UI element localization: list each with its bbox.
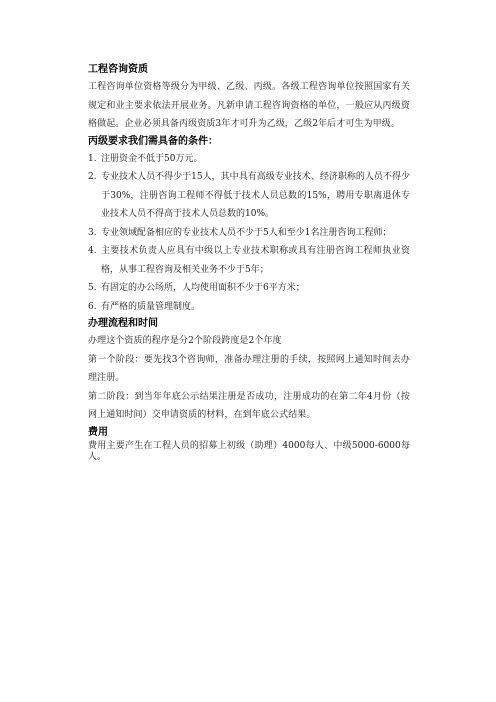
fees-paragraph: 费用主要产生在工程人员的招募上初级（助理）4000每人、中级5000-6000每人。	[88, 440, 410, 462]
section-title-fees: 费用	[88, 426, 108, 438]
list-item-text: 专业领域配备相应的专业技术人员不少于5人和至少1名注册咨询工程师；	[101, 227, 392, 238]
process-line-2: 第一个阶段：要先找3个咨询师，准备办理注册的手续，按照网上通知时间去办理注册。	[88, 354, 410, 383]
process-line-3: 第二阶段：到当年年底公示结果注册是否成功，注册成功的在第二年4月份（按网上通知时间）交申请资质的材料，在到年底公式结果。	[88, 391, 410, 420]
list-item	[88, 168, 410, 224]
list-item-text: 主要技术负责人应具有中级以上专业技术职称或具有注册咨询工程师执业资格，从事工程咨询及相关业务不少于5年；	[101, 246, 410, 275]
list-item	[88, 298, 410, 317]
list-item-text: 有严格的质量管理制度。	[101, 301, 201, 312]
qualification-paragraph: 工程咨询单位资格等级分为甲级、乙级、丙级。各级工程咨询单位按照国家有关规定和业主要求依法开展业务。凡新申请工程咨询资格的单位，一般应从丙级资格做起。企业必须具备丙级资质3年才可升为乙级，乙级2年后才可生为甲级。	[88, 82, 410, 129]
list-item-number: 5.	[88, 283, 97, 293]
requirements-title: 丙级要求我们需具备的条件：	[88, 135, 218, 147]
list-item	[88, 150, 410, 169]
list-item	[88, 279, 410, 298]
process-line-1: 办理这个资质的程序是分2个阶段跨度是2个年度	[88, 336, 282, 346]
list-item	[88, 224, 410, 243]
section-title-process: 办理流程和时间	[88, 318, 158, 329]
list-item-number: 2.	[88, 172, 97, 182]
list-item-number: 6.	[88, 301, 97, 312]
requirements-list	[88, 150, 410, 317]
list-item-number: 3.	[88, 227, 97, 238]
list-item-number: 4.	[88, 246, 97, 256]
list-item-number: 1.	[88, 153, 97, 164]
list-item-text: 专业技术人员不得少于15人，其中具有高级专业技术、经济职称的人员不得少于30%，注册咨询工程师不得低于技术人员总数的15%，聘用专职离退休专业技术人员不得高于技术人员总数的10%。	[101, 172, 410, 219]
list-item-text: 有固定的办公场所，人均使用面积不少于6平方米；	[101, 283, 305, 293]
list-item-text: 注册资金不低于50万元。	[101, 153, 203, 164]
document-page	[88, 62, 410, 463]
list-item	[88, 242, 410, 279]
section-title-qualification: 工程咨询资质	[88, 64, 148, 75]
